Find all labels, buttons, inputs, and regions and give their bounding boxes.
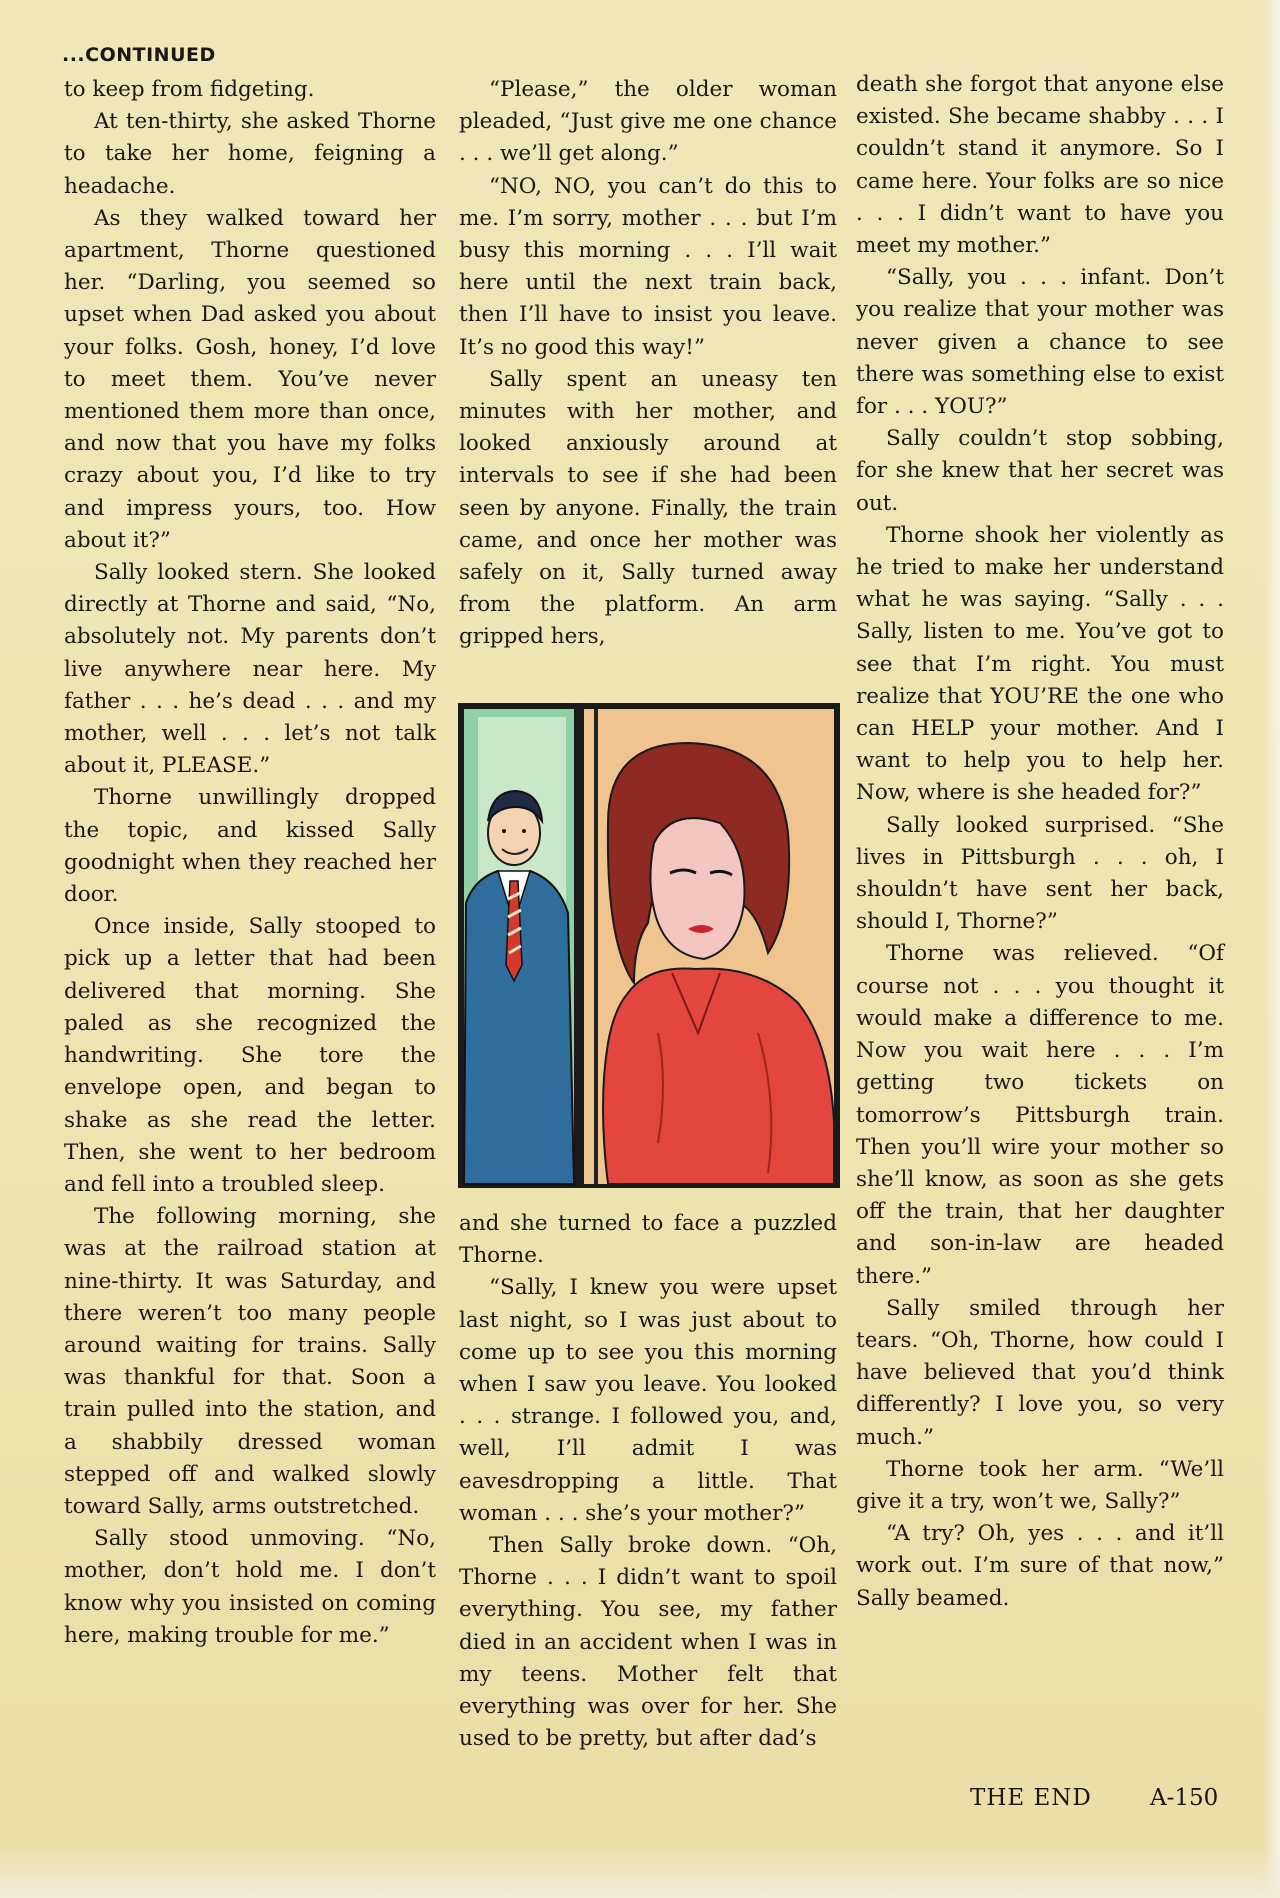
paragraph: “A try? Oh, yes . . . and it’ll work out. I’m sure of that now,” Sally beamed. <box>856 1521 1224 1611</box>
page-edge-bottom <box>0 1842 1280 1898</box>
paragraph: Then Sally broke down. “Oh, Thorne . . . I didn’t want to spoil everything. You see, my father died in an accident when I was in my teens. Mother felt that everything was over for her. She used to be pretty, but after dad’s <box>459 1533 837 1752</box>
continued-header: ...CONTINUED <box>62 44 216 66</box>
paragraph: Sally couldn’t stop sobbing, for she knew that her secret was out. <box>856 426 1224 516</box>
page-edge-right <box>1262 0 1280 1898</box>
paragraph: Thorne unwillingly dropped the topic, and kissed Sally goodnight when they reached her door. <box>64 785 436 908</box>
paragraph: Sally stood unmoving. “No, mother, don’t hold me. I don’t know why you insisted on coming here, making trouble for me.” <box>64 1526 436 1648</box>
paragraph: Thorne took her arm. “We’ll give it a try, won’t we, Sally?” <box>856 1456 1224 1514</box>
paragraph: “Please,” the older woman pleaded, “Just give me one chance . . . we’ll get along.” <box>459 77 837 167</box>
paragraph: The following morning, she was at the railroad station at nine-thirty. It was Saturday, and there weren’t too many people around waiting for trains. Sally was thankful for that. Soon a train pulled into the station, and a shabbily dressed woman stepped off and walked slowly toward Sally, arms outstretched. <box>64 1204 436 1519</box>
text-column-1 <box>64 74 436 1652</box>
page-code: A-150 <box>1150 1785 1219 1811</box>
paragraph: death she forgot that anyone else existed. She became shabby . . . I couldn’t stand it anymore. So I came here. Your folks are so nice . . . I didn’t want to have you meet my mother.” <box>856 72 1224 259</box>
text-column-2-top <box>459 74 837 654</box>
paragraph: Sally spent an uneasy ten minutes with her mother, and looked anxiously around at intervals to see if she had been seen by anyone. Finally, the train came, and once her mother was safely on it, Sally turned away from the platform. An arm gripped hers, <box>459 366 837 650</box>
paragraph: and she turned to face a puzzled Thorne. <box>459 1211 837 1269</box>
paragraph: “Sally, I knew you were upset last night, so I was just about to come up to see you this morning when I saw you leave. You looked . . . strange. I followed you, and, well, I’ll admit I was eavesdropping a little. That woman . . . she’s your mother?” <box>459 1275 837 1526</box>
the-end-label: THE END <box>970 1785 1092 1811</box>
paragraph: Sally smiled through her tears. “Oh, Thorne, how could I have believed that you’d think differently? I love you, so very much.” <box>856 1295 1224 1450</box>
paragraph: “NO, NO, you can’t do this to me. I’m sorry, mother . . . but I’m busy this morning . . . I’ll wait here until the next train back, then I’ll have to insist you leave. It’s no good this way!” <box>459 173 837 360</box>
paragraph: Sally looked stern. She looked directly at Thorne and said, “No, absolutely not. My parents don’t live anywhere near here. My father . . . he’s dead . . . and my mother, well . . . let’s not talk about it, PLEASE.” <box>64 560 436 779</box>
text-column-3 <box>856 69 1224 1615</box>
paragraph: to keep from fidgeting. <box>64 77 315 102</box>
paragraph: Once inside, Sally stooped to pick up a letter that had been delivered that morning. She paled as she recognized the handwriting. She tore the envelope open, and began to shake as she read the letter. Then, she went to her bedroom and fell into a troubled sleep. <box>64 914 436 1197</box>
panel-art <box>458 703 840 1188</box>
comic-panel-illustration <box>458 703 840 1188</box>
text-column-2-bottom <box>459 1208 837 1755</box>
paragraph: Sally looked surprised. “She lives in Pittsburgh . . . oh, I shouldn’t have sent her back, should I, Thorne?” <box>856 812 1224 935</box>
paragraph: Thorne was relieved. “Of course not . . . you thought it would make a difference to me. Now you wait here . . . I’m getting two tickets on tomorrow’s Pittsburgh train. Then you’ll wire your mother so she’ll know, as soon as she gets off the train, that her daughter and son-in-law are headed there.” <box>856 941 1224 1289</box>
paragraph: At ten-thirty, she asked Thorne to take her home, feigning a headache. <box>64 109 436 199</box>
paragraph: As they walked toward her apartment, Thorne questioned her. “Darling, you seemed so upset when Dad asked you about your folks. Gosh, honey, I’d love to meet them. You’ve never mentioned them more than once, and now that you have my folks crazy about you, I’d like to try and impress yours, too. How about it?” <box>64 205 436 553</box>
paragraph: “Sally, you . . . infant. Don’t you realize that your mother was never given a chance to see there was something else to exist for . . . YOU?” <box>856 265 1224 420</box>
paragraph: Thorne shook her violently as he tried to make her understand what he was saying. “Sally . . . Sally, listen to me. You’ve got to see that I’m right. You must realize that YOU’RE the one who can HELP your mother. And I want to help you to help her. Now, where is she headed for?” <box>856 522 1224 806</box>
